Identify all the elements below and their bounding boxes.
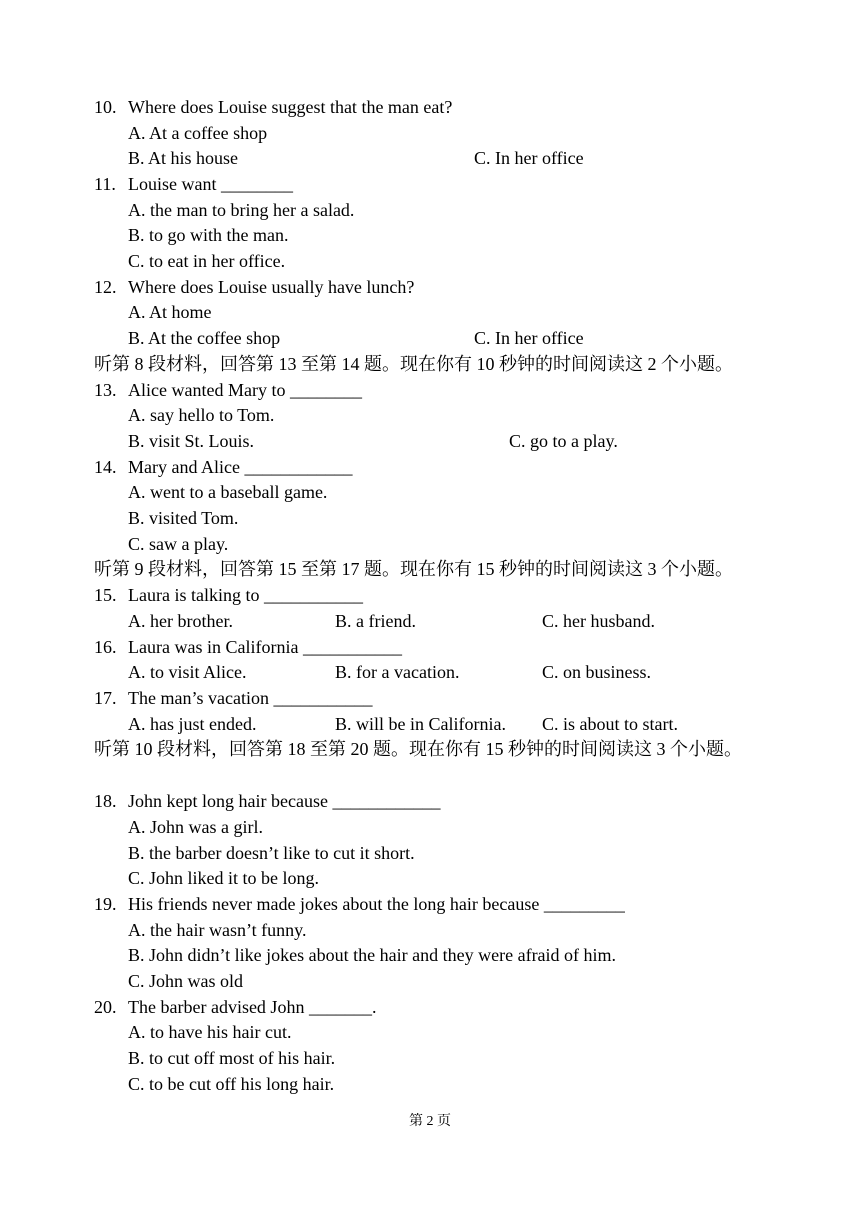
question-stem: The man’s vacation ___________ (128, 688, 373, 708)
page-number: 第 2 页 (409, 1114, 451, 1129)
question-stem: Mary and Alice ____________ (128, 457, 353, 477)
section-instruction-9 (94, 557, 774, 583)
section-text: 听第 10 段材料，回答第 18 至第 20 题。现在你有 15 秒钟的时间阅读这 3 个小题。 (94, 739, 742, 759)
question-14 (94, 455, 774, 481)
option-row (94, 198, 774, 224)
option-c: C. John was old (128, 971, 244, 991)
option-row (94, 866, 774, 892)
question-stem: His friends never made jokes about the long hair because _________ (128, 894, 625, 914)
option-c: C. saw a play. (128, 534, 229, 554)
option-c: C. to be cut off his long hair. (128, 1074, 335, 1094)
option-b: B. At the coffee shop (128, 328, 281, 348)
question-17 (94, 686, 774, 712)
option-c: C. on business. (542, 662, 652, 682)
question-stem: John kept long hair because ____________ (128, 791, 441, 811)
question-number: 19. (94, 894, 117, 914)
question-13 (94, 378, 774, 404)
option-a: A. to have his hair cut. (128, 1022, 292, 1042)
option-a: A. At home (128, 302, 212, 322)
option-row (94, 841, 774, 867)
option-a: A. the man to bring her a salad. (128, 200, 355, 220)
question-16 (94, 635, 774, 661)
option-row (94, 300, 774, 326)
option-row (94, 146, 774, 172)
question-number: 18. (94, 791, 117, 811)
question-number: 15. (94, 585, 117, 605)
option-b: B. the barber doesn’t like to cut it short. (128, 843, 415, 863)
option-row (94, 918, 774, 944)
option-a: A. her brother. (128, 611, 233, 631)
option-c: C. is about to start. (542, 714, 678, 734)
option-b: B. to cut off most of his hair. (128, 1048, 336, 1068)
question-stem: Alice wanted Mary to ________ (128, 380, 362, 400)
question-19 (94, 892, 774, 918)
option-a: A. has just ended. (128, 714, 257, 734)
option-b: B. a friend. (335, 611, 416, 631)
option-c: C. to eat in her office. (128, 251, 286, 271)
question-number: 11. (94, 174, 116, 194)
option-row (94, 223, 774, 249)
option-row (94, 609, 774, 635)
question-number: 13. (94, 380, 117, 400)
option-c: C. John liked it to be long. (128, 868, 319, 888)
option-a: A. say hello to Tom. (128, 405, 275, 425)
section-text: 听第 9 段材料，回答第 15 至第 17 题。现在你有 15 秒钟的时间阅读这 3 个小题。 (94, 559, 733, 579)
question-stem: Laura is talking to ___________ (128, 585, 363, 605)
option-row (94, 943, 774, 969)
option-b: B. will be in California. (335, 714, 506, 734)
option-a: A. the hair wasn’t funny. (128, 920, 307, 940)
question-stem: Laura was in California ___________ (128, 637, 402, 657)
question-number: 17. (94, 688, 117, 708)
question-stem: Where does Louise usually have lunch? (128, 277, 415, 297)
option-b: B. for a vacation. (335, 662, 460, 682)
option-row (94, 532, 774, 558)
question-number: 16. (94, 637, 117, 657)
option-a: A. went to a baseball game. (128, 482, 328, 502)
option-c: C. In her office (474, 328, 584, 348)
question-15 (94, 583, 774, 609)
question-stem: Where does Louise suggest that the man eat? (128, 97, 453, 117)
option-row (94, 249, 774, 275)
question-18 (94, 789, 774, 815)
option-row (94, 506, 774, 532)
question-stem: The barber advised John _______. (128, 997, 377, 1017)
question-20 (94, 995, 774, 1021)
option-row (94, 815, 774, 841)
question-number: 10. (94, 97, 117, 117)
question-number: 20. (94, 997, 117, 1017)
option-row (94, 326, 774, 352)
option-a: A. John was a girl. (128, 817, 263, 837)
question-12 (94, 275, 774, 301)
option-row (94, 403, 774, 429)
section-instruction-10 (94, 737, 774, 763)
question-stem: Louise want ________ (128, 174, 293, 194)
option-row (94, 712, 774, 738)
option-row (94, 969, 774, 995)
option-row (94, 1072, 774, 1098)
question-11 (94, 172, 774, 198)
option-b: B. visited Tom. (128, 508, 239, 528)
option-c: C. go to a play. (509, 431, 618, 451)
option-b: B. John didn’t like jokes about the hair and they were afraid of him. (128, 945, 617, 965)
question-10 (94, 95, 774, 121)
option-row (94, 429, 774, 455)
option-row (94, 1046, 774, 1072)
option-a: A. to visit Alice. (128, 662, 247, 682)
option-row (94, 660, 774, 686)
section-instruction-8 (94, 352, 774, 378)
option-row (94, 121, 774, 147)
option-c: C. In her office (474, 148, 584, 168)
option-a: A. At a coffee shop (128, 123, 268, 143)
option-c: C. her husband. (542, 611, 655, 631)
question-number: 14. (94, 457, 117, 477)
option-b: B. At his house (128, 148, 239, 168)
question-number: 12. (94, 277, 117, 297)
option-row (94, 480, 774, 506)
section-text: 听第 8 段材料，回答第 13 至第 14 题。现在你有 10 秒钟的时间阅读这 2 个小题。 (94, 354, 733, 374)
option-b: B. visit St. Louis. (128, 431, 255, 451)
option-row (94, 1020, 774, 1046)
option-b: B. to go with the man. (128, 225, 289, 245)
